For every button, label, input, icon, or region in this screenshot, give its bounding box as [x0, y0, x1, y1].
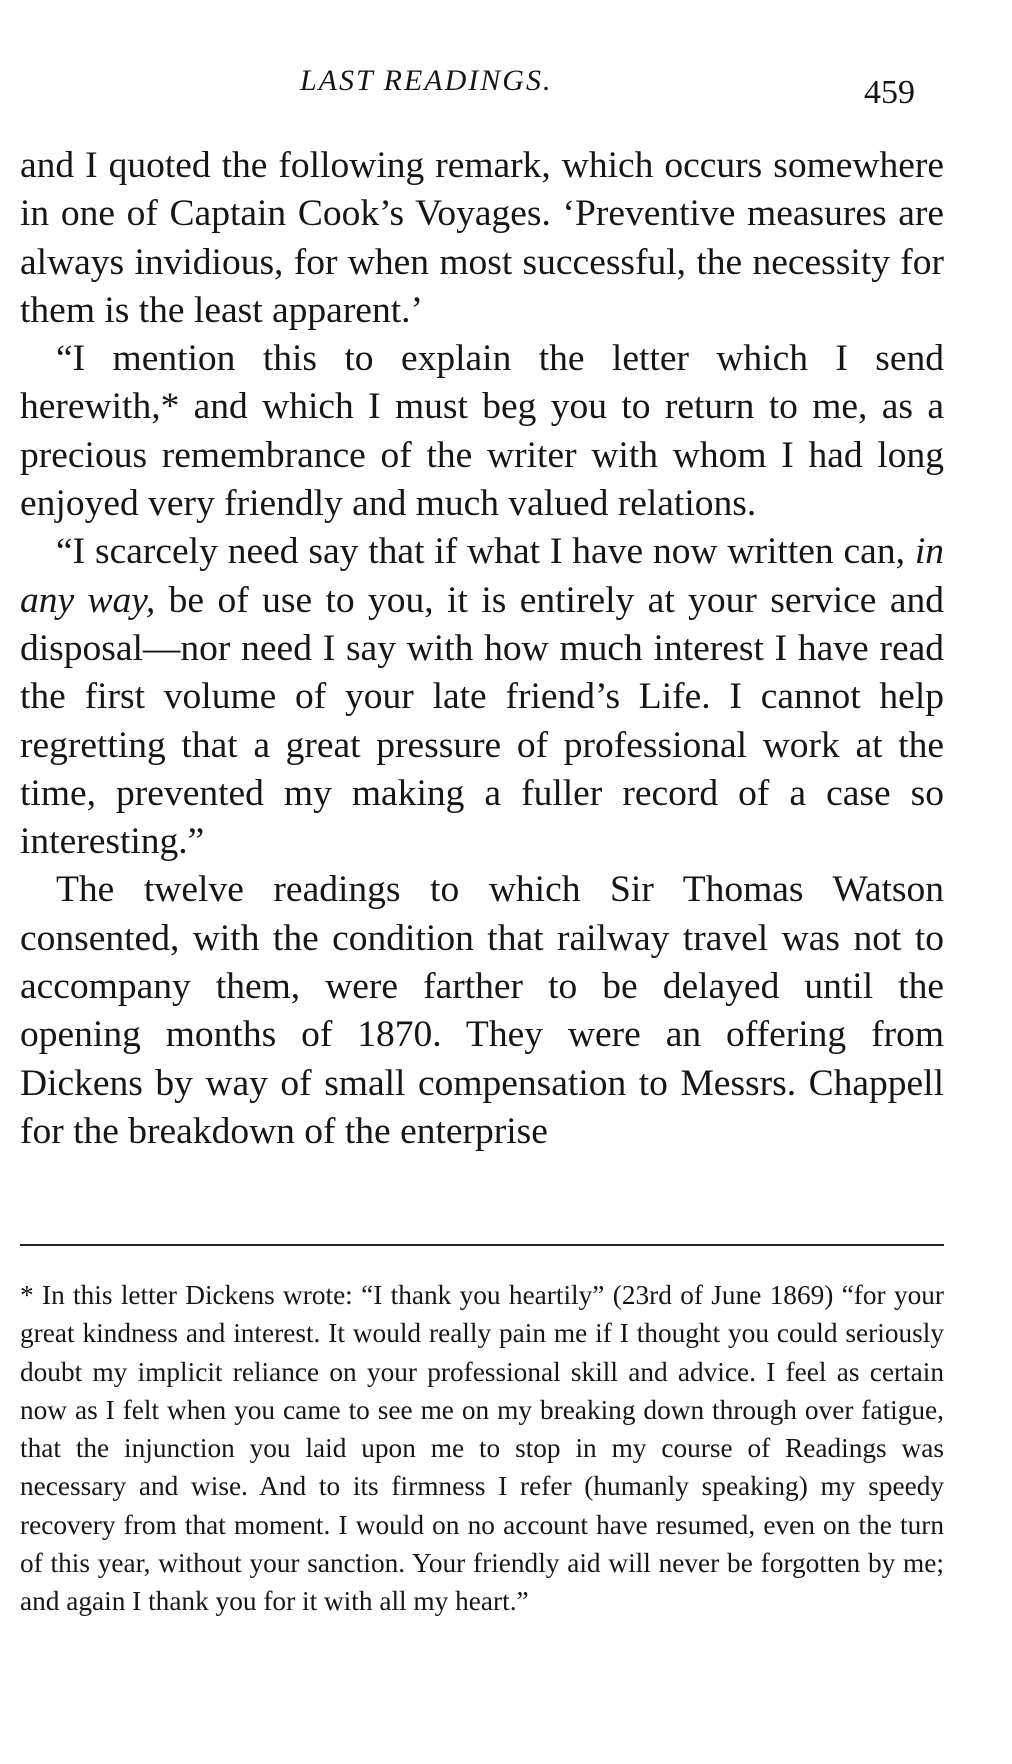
- page-number: 459: [864, 74, 915, 111]
- paragraph-3: [20, 528, 944, 866]
- running-title: LAST READINGS.: [300, 64, 553, 97]
- paragraph-3-text-start: “I scarcely need say that if what I have now written can,: [56, 531, 905, 573]
- running-head: [0, 58, 1012, 111]
- paragraph-3-text-end: be of use to you, it is entirely at your service and disposal—nor need I say with how much interest I have read the first volume of your late friend’s Life. I cannot help regretting that a great pressure of professional work at the time, prevented my making a fuller record of a case so interesting.”: [20, 579, 944, 863]
- main-text: [20, 142, 944, 1156]
- footnote-separator-rule: [20, 1244, 944, 1246]
- paragraph-1: and I quoted the following remark, which occurs somewhere in one of Captain Cook’s Voyages. ‘Preventive measures are always invidious, for when most successful, the necessity for them is the least apparent.’: [20, 145, 944, 331]
- paragraph-3-italic-phrase: in any way,: [20, 531, 945, 621]
- paragraph-4: The twelve readings to which Sir Thomas Watson consented, with the condition that railway travel was not to accompany them, were farther to be delayed until the opening months of 1870. They were an offering from Dickens by way of small compensation to Messrs. Chappell for the breakdown of the enterprise: [20, 869, 944, 1152]
- footnote: * In this letter Dickens wrote: “I thank you heartily” (23rd of June 1869) “for your great kindness and interest. It would really pain me if I thought you could seriously doubt my implicit reliance on your professional skill and advice. I feel as certain now as I felt when you came to see me on my breaking down through over fatigue, that the injunction you laid upon me to stop in my course of Readings was necessary and wise. And to its firmness I refer (humanly speaking) my speedy recovery from that moment. I would on no account have resumed, even on the turn of this year, without your sanction. Your friendly aid will never be forgotten by me; and again I thank you for it with all my heart.”: [20, 1280, 944, 1617]
- paragraph-2: “I mention this to explain the letter which I send herewith,* and which I must beg you to return to me, as a precious remembrance of the writer with whom I had long enjoyed very friendly and much valued relations.: [20, 338, 944, 525]
